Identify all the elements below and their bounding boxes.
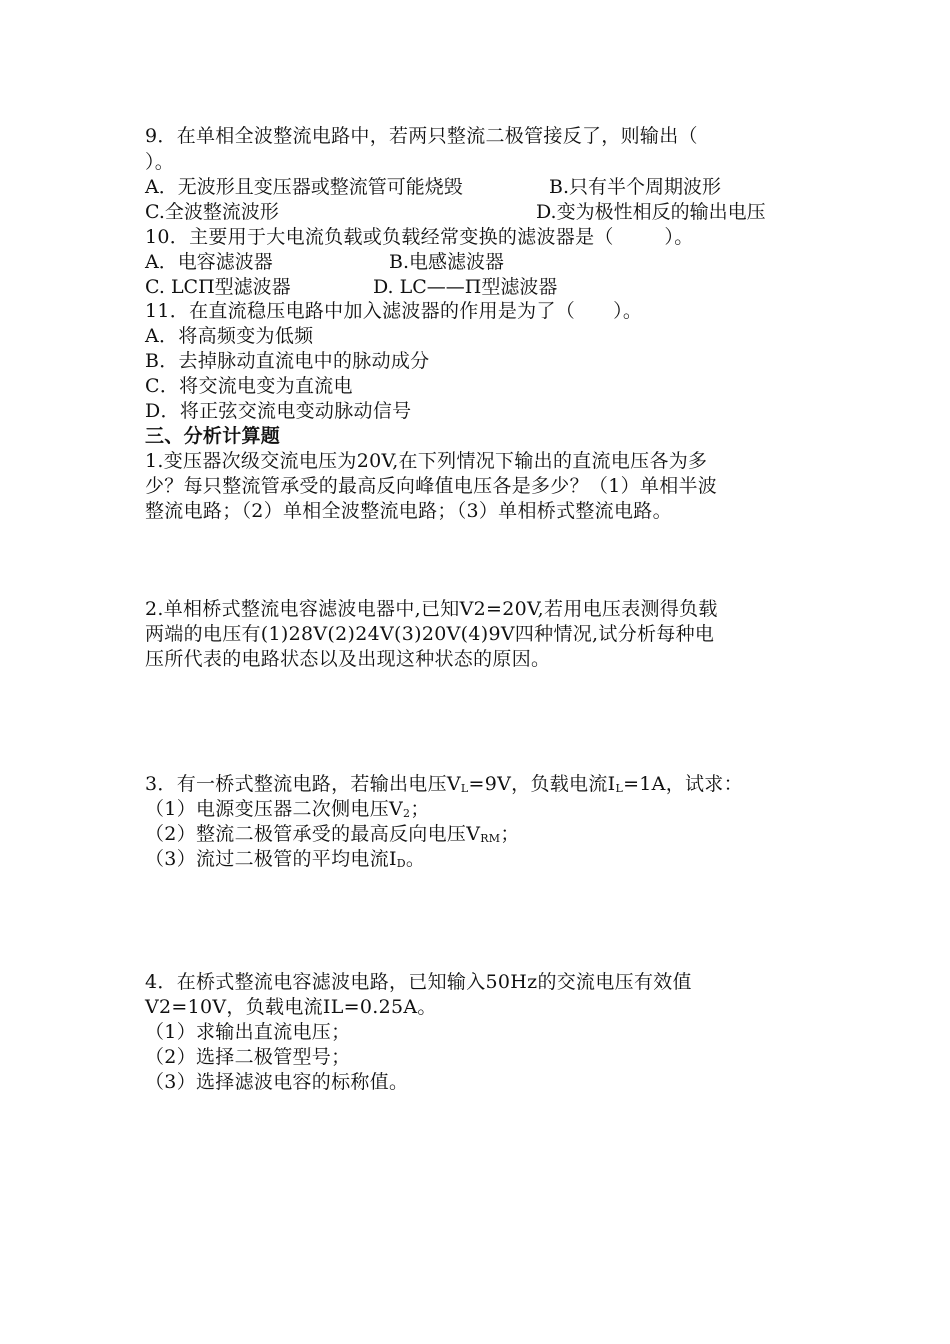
q9-option-d: D.变为极性相反的输出电压 <box>536 201 766 223</box>
q10-option-b: B.电感滤波器 <box>389 251 505 273</box>
q10-stem: 10．主要用于大电流负载或负载经常变换的滤波器是（ ）。 <box>145 226 694 248</box>
p3-item2-sub: RM <box>480 832 501 845</box>
q10-option-d: D. LC——Π型滤波器 <box>373 276 558 298</box>
p1-line2: 少？每只整流管承受的最高反向峰值电压各是多少？（1）单相半波 <box>145 475 718 497</box>
p4-item1: （1）求输出直流电压； <box>145 1021 351 1043</box>
p1-line1: 1.变压器次级交流电压为20V,在下列情况下输出的直流电压各为多 <box>145 450 708 472</box>
p4-line2: V2=10V，负载电流IL=0.25A。 <box>145 996 437 1018</box>
p3-line1-sub-l2: L <box>615 782 624 795</box>
p3-item1 <box>145 797 810 822</box>
q9-options-row2 <box>145 200 810 225</box>
p3-line1-sub-l: L <box>460 782 469 795</box>
q11-option-b: B．去掉脉动直流电中的脉动成分 <box>145 350 430 372</box>
q9-options-row1 <box>145 175 810 200</box>
p3-item3-end: 。 <box>405 848 426 870</box>
q10-option-c: C. LCΠ型滤波器 <box>145 276 291 298</box>
p3-item3 <box>145 847 810 872</box>
p4-item2: （2）选择二极管型号； <box>145 1046 351 1068</box>
p3-line1-text-a: 3．有一桥式整流电路，若输出电压V <box>145 773 461 795</box>
p3-item2-text: （2）整流二极管承受的最高反向电压V <box>145 823 481 845</box>
p3-line1-text-c: =1A，试求： <box>623 773 743 795</box>
p2-line1: 2.单相桥式整流电容滤波电器中,已知V2=20V,若用电压表测得负载 <box>145 598 718 620</box>
q9-option-c: C.全波整流波形 <box>145 201 279 223</box>
section-heading: 三、分析计算题 <box>145 425 281 447</box>
q10-option-a: A．电容滤波器 <box>145 251 273 273</box>
p3-item1-sub: 2 <box>403 807 411 820</box>
p4-line1: 4．在桥式整流电容滤波电路，已知输入50Hz的交流电压有效值 <box>145 971 692 993</box>
p3-item3-text: （3）流过二极管的平均电流I <box>145 848 397 870</box>
q11-stem: 11．在直流稳压电路中加入滤波器的作用是为了（ ）。 <box>145 300 643 322</box>
p3-line1-text-b: =9V，负载电流I <box>468 773 616 795</box>
p3-item2-end: ； <box>500 823 520 845</box>
q9-stem-line1: 9．在单相全波整流电路中，若两只整流二极管接反了，则输出（ <box>145 125 698 147</box>
q10-options-row1 <box>145 250 810 275</box>
q9-option-b: B.只有半个周期波形 <box>549 176 722 198</box>
q9-option-a: A．无波形且变压器或整流管可能烧毁 <box>145 176 463 198</box>
p3-line1 <box>145 772 810 797</box>
q9-stem-line2: ）。 <box>145 151 175 173</box>
q11-option-d: D．将正弦交流电变动脉动信号 <box>145 400 412 422</box>
p3-item1-text: （1）电源变压器二次侧电压V <box>145 798 404 820</box>
p4-item3: （3）选择滤波电容的标称值。 <box>145 1071 409 1093</box>
p2-line2: 两端的电压有(1)28V(2)24V(3)20V(4)9V四种情况,试分析每种电 <box>145 623 715 645</box>
p3-item1-end: ； <box>410 798 430 820</box>
p2-line3: 压所代表的电路状态以及出现这种状态的原因。 <box>145 648 551 670</box>
p3-item2 <box>145 822 810 847</box>
q11-option-c: C．将交流电变为直流电 <box>145 375 353 397</box>
q10-options-row2 <box>145 275 810 300</box>
q11-option-a: A．将高频变为低频 <box>145 325 314 347</box>
p1-line3: 整流电路；（2）单相全波整流电路；（3）单相桥式整流电路。 <box>145 500 672 522</box>
p3-item3-sub: D <box>396 857 406 870</box>
